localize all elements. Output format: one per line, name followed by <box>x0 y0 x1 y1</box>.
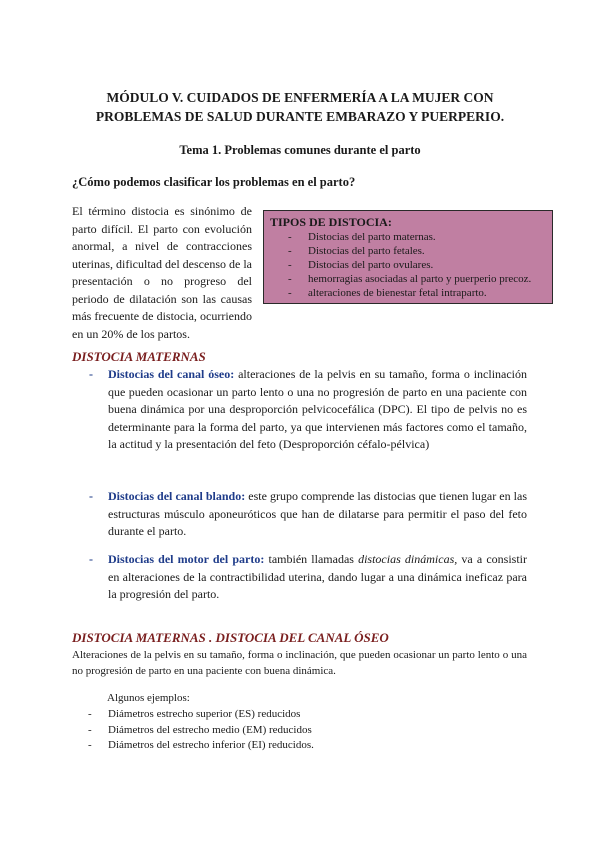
section-heading-maternas: DISTOCIA MATERNAS <box>72 349 206 364</box>
list-item: - alteraciones de bienestar fetal intraparto. <box>288 287 487 299</box>
list-item: - Diámetros del estrecho medio (EM) reducidos <box>88 723 312 736</box>
item-motor-parto: - Distocias del motor del parto: también llamadas distocias dinámicas, va a consistir en alteraciones de la contractibilidad uterina, dando lugar a una dinámica ineficaz para la progresión del parto. <box>89 552 528 601</box>
list-item: - Distocias del parto fetales. <box>288 245 425 257</box>
types-list <box>270 230 546 300</box>
box-title: TIPOS DE DISTOCIA: <box>270 215 392 229</box>
italic-term: distocias dinámicas, <box>358 552 458 566</box>
list-item: - hemorragias asociadas al parto y puerperio precoz. <box>288 273 532 285</box>
list-item: - Distocias del parto maternas. <box>288 231 436 243</box>
item-text: alteraciones de la pelvis en su tamaño, forma o inclinación que pueden ocasionar un parto lento o una no progresión de parto en una paciente con buena dinámica por una desproporción pelvicocefálica (DPC). El tipo de pelvis no es determinante para la forma del parto, ya que intervienen más factores como el tamaño, la actitud y la presentación del feto (Desproporción céfalo-pélvica) <box>108 367 528 451</box>
bullet: - <box>89 367 93 381</box>
title-line-1: MÓDULO V. CUIDADOS DE ENFERMERÍA A LA MUJER CON <box>106 90 494 105</box>
item-canal-oseo <box>72 366 527 454</box>
list-item: - Diámetros estrecho superior (ES) reducidos <box>88 708 301 720</box>
item-label: Distocias del canal blando: <box>108 489 246 503</box>
distocia-types-box <box>263 210 553 304</box>
title-line-2: PROBLEMAS DE SALUD DURANTE EMBARAZO Y PUERPERIO. <box>95 109 505 124</box>
item-canal-blando <box>72 488 527 541</box>
document-title <box>60 88 540 126</box>
bullet: - <box>89 489 93 503</box>
question-heading: ¿Cómo podemos clasificar los problemas en el parto? <box>72 175 356 189</box>
item-text: este grupo comprende las distocias que tienen lugar en las estructuras músculo aponeuróticos que han de dilatarse para permitir el paso del feto durante el parto. <box>108 489 527 538</box>
topic-heading: Tema 1. Problemas comunes durante el parto <box>179 143 421 157</box>
examples-heading: Algunos ejemplos: <box>107 692 190 704</box>
canal-oseo-paragraph: Alteraciones de la pelvis en su tamaño, forma o inclinación, que pueden ocasionar un parto lento o una no progresión de parto en una paciente con buena dinámica. <box>72 649 527 677</box>
examples-list <box>88 707 314 754</box>
section-heading-canal-oseo: DISTOCIA MATERNAS . DISTOCIA DEL CANAL ÓSEO <box>72 630 389 645</box>
intro-paragraph: El término distocia es sinónimo de parto difícil. El parto con evolución anormal, a nivel de contracciones uterinas, dificultad del descenso de la presentación o no progreso del periodo de dilatación son las causas más frecuente de distocia, ocurriendo en un 20% de los partos. <box>72 204 252 341</box>
list-item: - Distocias del parto ovulares. <box>288 259 434 271</box>
item-label: Distocias del motor del parto: <box>108 552 265 566</box>
item-label: Distocias del canal óseo: <box>108 367 235 381</box>
list-item: - Diámetros del estrecho inferior (EI) reducidos. <box>88 739 314 751</box>
bullet: - <box>89 552 93 566</box>
